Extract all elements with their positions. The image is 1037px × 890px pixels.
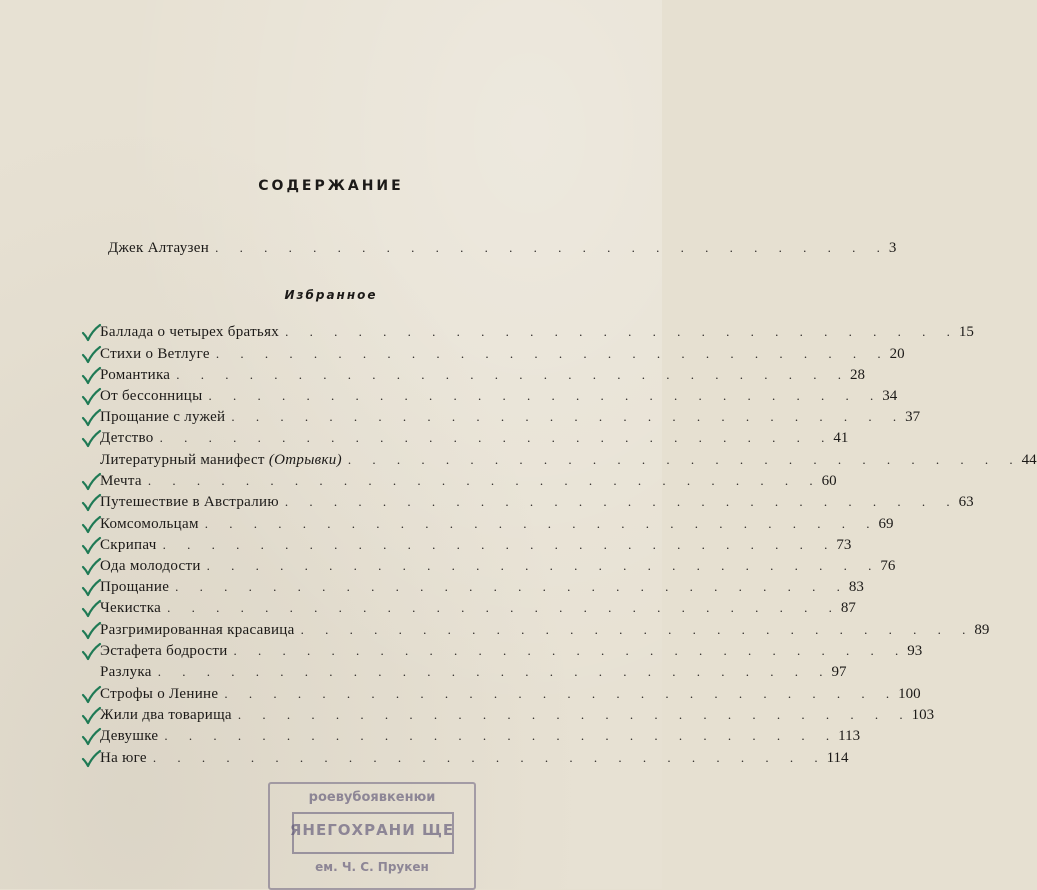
toc-entry-page: 15	[958, 324, 974, 340]
handwritten-check-icon	[80, 748, 102, 770]
toc-entry-title: Джек Алтаузен	[108, 240, 210, 256]
toc-entry-title: Эстафета бодрости	[100, 643, 228, 659]
toc-entry-page: 89	[974, 622, 990, 638]
handwritten-check-icon	[80, 514, 102, 536]
toc-entry-title: Прощание с лужей	[100, 409, 226, 425]
toc-leader-dots: . . . . . . . . . . . . . . . . . . . . . . . . . . . .	[224, 686, 899, 701]
toc-entry-title: От бессонницы	[100, 388, 203, 404]
toc-entry	[100, 600, 856, 622]
toc-entry	[100, 643, 923, 665]
handwritten-check-icon	[80, 365, 102, 387]
toc-entry-page: 113	[838, 728, 861, 744]
toc-leader-dots: . . . . . . . . . . . . . . . . . . . . . . . . . . . .	[176, 367, 851, 382]
handwritten-check-icon	[80, 620, 102, 642]
handwritten-check-icon	[80, 428, 102, 450]
handwritten-check-icon	[80, 641, 102, 663]
toc-entry-page: 60	[821, 473, 837, 489]
toc-entry-page: 100	[898, 686, 921, 702]
toc-entry-page: 3	[888, 240, 897, 256]
toc-entry	[100, 430, 849, 452]
toc-leader-dots: . . . . . . . . . . . . . . . . . . . . . . . . . . . .	[233, 643, 908, 658]
toc-entry	[100, 367, 866, 389]
handwritten-check-icon	[80, 556, 102, 578]
toc-entry	[100, 324, 974, 346]
toc-leader-dots: . . . . . . . . . . . . . . . . . . . . . . . . . . . .	[347, 452, 1022, 467]
toc-entry	[100, 664, 847, 686]
toc-entry-title: Девушке	[100, 728, 159, 744]
handwritten-check-icon	[80, 598, 102, 620]
toc-leader-dots: . . . . . . . . . . . . . . . . . . . . . . . . . . . .	[159, 430, 834, 445]
handwritten-check-icon	[80, 535, 102, 557]
toc-leader-dots: . . . . . . . . . . . . . . . . . . . . . . . . . . . .	[215, 240, 889, 255]
toc-entry-title: Скрипач	[100, 537, 157, 553]
toc-entry-page: 97	[831, 664, 847, 680]
toc-entry-title: Стихи о Ветлуге	[100, 346, 210, 362]
toc-entry-page: 63	[958, 494, 974, 510]
toc-entry-page: 87	[840, 600, 856, 616]
toc-entry-page: 37	[905, 409, 921, 425]
handwritten-check-icon	[80, 492, 102, 514]
toc-entry	[100, 473, 837, 495]
toc-entry-page: 44	[1021, 452, 1037, 468]
toc-entry	[100, 707, 935, 729]
toc-entry-title: Мечта	[100, 473, 142, 489]
toc-entry	[100, 516, 894, 538]
toc-entry-page: 41	[833, 430, 849, 446]
toc-entry	[100, 686, 921, 708]
toc-entry-title: Жили два товарища	[100, 707, 232, 723]
toc-entry-title: Литературный манифест (Отрывки)	[100, 452, 342, 468]
toc-entry-title: Разлука	[100, 664, 152, 680]
toc-leader-dots: . . . . . . . . . . . . . . . . . . . . . . . . . . . .	[300, 622, 975, 637]
toc-entry	[100, 409, 921, 431]
toc-entry	[100, 494, 974, 516]
page-title: СОДЕРЖАНИЕ	[258, 178, 404, 194]
toc-leader-dots: . . . . . . . . . . . . . . . . . . . . . . . . . . . .	[152, 750, 827, 765]
stamp-line-2: ЯНЕГОХРАНИ ЩЕ	[289, 821, 455, 839]
toc-leader-dots: . . . . . . . . . . . . . . . . . . . . . . . . . . . .	[157, 664, 832, 679]
toc-entry	[100, 537, 852, 559]
toc-entry-title: Ода молодости	[100, 558, 201, 574]
toc-leader-dots: . . . . . . . . . . . . . . . . . . . . . . . . . . . .	[167, 600, 841, 615]
toc-entry	[100, 579, 864, 601]
handwritten-check-icon	[80, 577, 102, 599]
toc-entry-title: Детство	[100, 430, 154, 446]
toc-entry-page: 34	[882, 388, 898, 404]
toc-entry-page: 83	[848, 579, 864, 595]
toc-entry-page: 28	[850, 367, 866, 383]
toc-leader-dots: . . . . . . . . . . . . . . . . . . . . . . . . . . . .	[147, 473, 822, 488]
toc-entry-page: 73	[836, 537, 852, 553]
handwritten-check-icon	[80, 726, 102, 748]
toc-entry	[100, 388, 898, 410]
handwritten-check-icon	[80, 344, 102, 366]
handwritten-check-icon	[80, 705, 102, 727]
toc-leader-dots: . . . . . . . . . . . . . . . . . . . . . . . . . . . .	[285, 324, 959, 339]
toc-entry-page: 114	[826, 750, 849, 766]
toc-entry-page: 76	[880, 558, 896, 574]
handwritten-check-icon	[80, 471, 102, 493]
toc-entry-page: 103	[911, 707, 935, 723]
toc-entry-title: Комсомольцам	[100, 516, 199, 532]
toc-leader-dots: . . . . . . . . . . . . . . . . . . . . . . . . . . . .	[231, 409, 906, 424]
toc-entry-title: Разгримированная красавица	[100, 622, 295, 638]
handwritten-check-icon	[80, 322, 102, 344]
bleed-through-text	[476, 70, 656, 230]
library-stamp	[268, 782, 476, 890]
toc-entry	[100, 750, 849, 772]
toc-leader-dots: . . . . . . . . . . . . . . . . . . . . . . . . . . . .	[206, 558, 881, 573]
toc-leader-dots: . . . . . . . . . . . . . . . . . . . . . . . . . . . .	[204, 516, 879, 531]
stamp-line-1: роевубоявкенюи	[308, 790, 436, 805]
handwritten-check-icon	[80, 407, 102, 429]
toc-entry	[100, 558, 896, 580]
toc-leader-dots: . . . . . . . . . . . . . . . . . . . . . . . . . . . .	[215, 346, 890, 361]
toc-entry-title: Прощание	[100, 579, 170, 595]
toc-leader-dots: . . . . . . . . . . . . . . . . . . . . . . . . . . . .	[284, 494, 959, 509]
toc-entry	[100, 346, 905, 368]
toc-entry-page: 69	[878, 516, 894, 532]
section-heading: Избранное	[284, 288, 378, 302]
toc-leader-dots: . . . . . . . . . . . . . . . . . . . . . . . . . . . .	[175, 579, 849, 594]
toc-entry-title: На юге	[100, 750, 147, 766]
toc-entry	[108, 240, 897, 262]
toc-entry-page: 20	[889, 346, 905, 362]
toc-entry-page: 93	[907, 643, 923, 659]
toc-entry	[100, 728, 861, 750]
toc-entry	[100, 622, 990, 644]
toc-leader-dots: . . . . . . . . . . . . . . . . . . . . . . . . . . . .	[208, 388, 883, 403]
handwritten-check-icon	[80, 684, 102, 706]
toc-leader-dots: . . . . . . . . . . . . . . . . . . . . . . . . . . . .	[164, 728, 839, 743]
toc-entry-title: Баллада о четырех братьях	[100, 324, 280, 340]
toc-entry	[100, 452, 1037, 474]
toc-entry-title: Чекистка	[100, 600, 162, 616]
toc-leader-dots: . . . . . . . . . . . . . . . . . . . . . . . . . . . .	[237, 707, 912, 722]
handwritten-check-icon	[80, 386, 102, 408]
toc-entry-title: Путешествие в Австралию	[100, 494, 279, 510]
toc-entry-subtitle: (Отрывки)	[264, 452, 342, 468]
toc-entry-title: Строфы о Ленине	[100, 686, 219, 702]
stamp-line-3: ем. Ч. С. Прукен	[315, 860, 429, 874]
toc-leader-dots: . . . . . . . . . . . . . . . . . . . . . . . . . . . .	[162, 537, 837, 552]
toc-entry-title: Романтика	[100, 367, 171, 383]
